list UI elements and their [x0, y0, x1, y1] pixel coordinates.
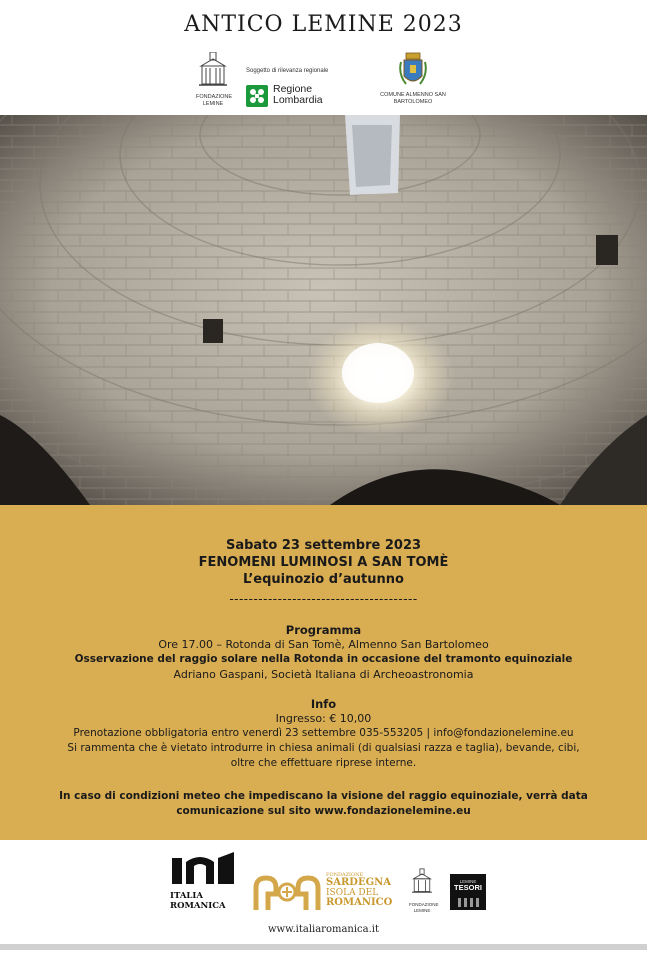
church-icon	[196, 52, 230, 92]
event-date: Sabato 23 settembre 2023	[225, 538, 422, 553]
comune-logo	[374, 50, 452, 106]
italia-label: ITALIA	[170, 891, 203, 901]
comune-label-line1: COMUNE ALMENNO SAN	[380, 92, 446, 98]
info-rule-line1: Si rammenta che è vietato introdurre in chiesa animali (di qualsiasi razza e taglia), bevande, cibi,	[67, 742, 580, 754]
comune-label-line2: BARTOLOMEO	[393, 99, 433, 105]
soggetto-label: Soggetto di rilevanza regionale	[246, 68, 329, 74]
dome-photo	[0, 115, 647, 505]
sardegna-romanico-icon	[252, 874, 322, 914]
regione-lombardia-icon	[246, 85, 268, 107]
event-info-panel	[0, 505, 647, 840]
info-booking: Prenotazione obbligatoria entro venerdì 23 settembre 035-553205 | info@fondazionelemine.eu	[73, 727, 574, 739]
separator: ---------------------------------------	[229, 592, 418, 606]
programma-time: Ore 17.00 – Rotonda di San Tomè, Almenno San Bartolomeo	[158, 638, 489, 651]
fondazione-footer-label: FONDAZIONE LEMINE	[409, 902, 439, 913]
info-price: Ingresso: € 10,00	[275, 712, 372, 725]
programma-description: Osservazione del raggio solare nella Rotonda in occasione del tramonto equinoziale	[74, 653, 573, 665]
event-subtitle: L’equinozio d’autunno	[243, 572, 404, 587]
italia-romanica-icon	[170, 852, 236, 886]
weather-notice-line1: In caso di condizioni meteo che impediscano la visione del raggio equinoziale, verrà data	[59, 790, 588, 802]
fondazione-lemine-label: FONDAZIONE LEMINE	[196, 94, 233, 107]
website-link[interactable]: www.italiaromanica.it	[267, 924, 380, 935]
italia-romanica-logo	[170, 852, 240, 911]
sardegna-romanico-logo	[252, 872, 402, 916]
tesori-small-label: LEMINE	[459, 879, 477, 884]
romanico-label: ROMANICO	[326, 897, 393, 908]
sardegna-small-label: FONDAZIONE	[326, 872, 364, 878]
lombardia-label: Lombardia	[273, 94, 323, 106]
tesori-label: TESORI	[454, 883, 482, 892]
footer-bar	[0, 944, 647, 950]
church-small-icon	[410, 868, 434, 898]
header	[0, 0, 647, 115]
event-title: FENOMENI LUMINOSI A SAN TOMÈ	[198, 555, 449, 570]
footer	[0, 840, 647, 953]
page-title: ANTICO LEMINE 2023	[184, 12, 463, 37]
programma-heading: Programma	[285, 623, 362, 637]
lemine-tesori-logo	[450, 874, 486, 910]
fondazione-lemine-logo	[196, 52, 233, 108]
info-rule-line2: oltre che effettuare riprese interne.	[230, 757, 417, 769]
isola-label: ISOLA DEL	[326, 888, 379, 898]
fondazione-lemine-footer-logo	[409, 868, 439, 913]
regione-label: Regione	[273, 83, 313, 95]
weather-notice-line2: comunicazione sul sito www.fondazionelemine.eu	[176, 805, 471, 817]
info-heading: Info	[310, 697, 337, 711]
sardegna-label: SARDEGNA	[326, 877, 392, 888]
romanica-label: ROMANICA	[170, 901, 226, 911]
coat-of-arms-icon	[398, 50, 428, 90]
columns-icon	[456, 897, 480, 907]
programma-speaker: Adriano Gaspani, Società Italiana di Archeoastronomia	[173, 668, 474, 681]
